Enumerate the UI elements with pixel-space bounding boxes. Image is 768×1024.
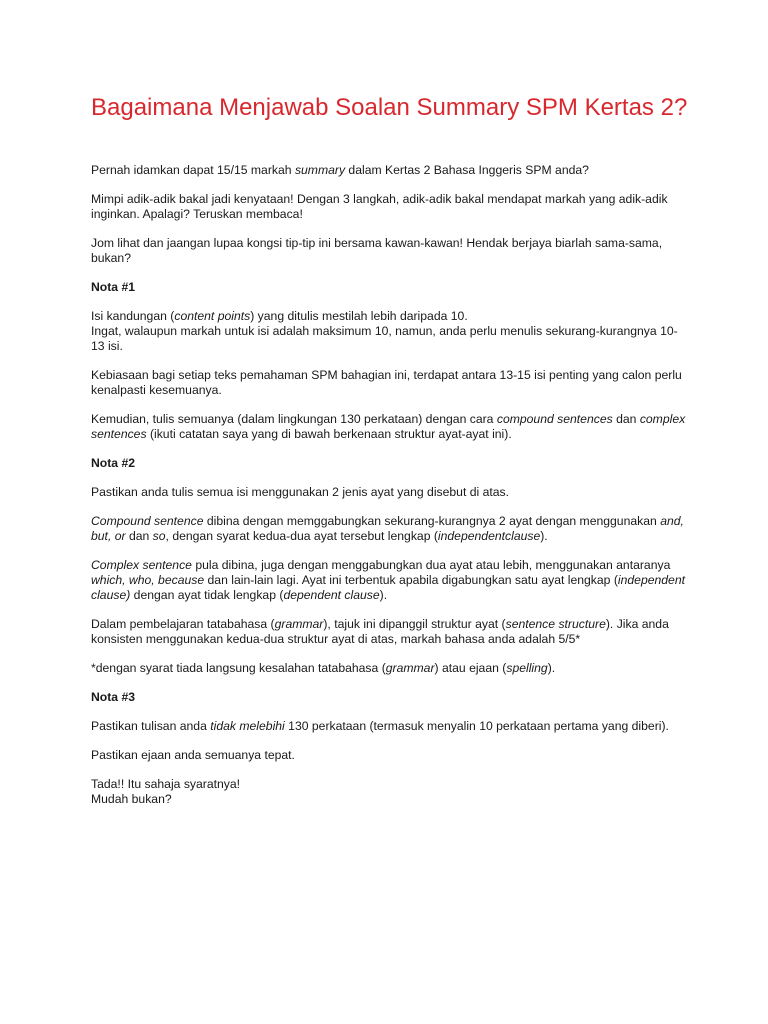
nota-3-heading: Nota #3 (91, 690, 136, 704)
nota-2-paragraph-1: Pastikan anda tulis semua isi menggunakan 2 jenis ayat yang disebut di atas. (91, 485, 510, 499)
nota-2-paragraph-2: Compound sentence dibina dengan memggabungkan sekurang-kurangnya 2 ayat dengan menggunakan and, but, or dan so, dengan syarat kedua-dua ayat tersebut lengkap (independentclause). (91, 514, 684, 543)
page-title: Bagaimana Menjawab Soalan Summary SPM Kertas 2? (91, 94, 688, 121)
intro-paragraph-3: Jom lihat dan jaangan lupaa kongsi tip-tip ini bersama kawan-kawan! Hendak berjaya biarlah sama-sama, bukan? (91, 236, 663, 265)
nota-3-paragraph-3: Tada!! Itu sahaja syaratnya! Mudah bukan? (91, 777, 241, 806)
nota-1-paragraph-3: Kemudian, tulis semuanya (dalam lingkungan 130 perkataan) dengan cara compound sentences dan complex sentences (ikuti catatan saya yang di bawah berkenaan struktur ayat-ayat ini). (91, 412, 686, 441)
nota-2-paragraph-3: Complex sentence pula dibina, juga dengan menggabungkan dua ayat atau lebih, menggunakan antaranya which, who, because dan lain-lain lagi. Ayat ini terbentuk apabila digabungkan satu ayat lengkap (independent clause) dengan ayat tidak lengkap (dependent clause). (91, 558, 686, 602)
nota-3-paragraph-2: Pastikan ejaan anda semuanya tepat. (91, 748, 295, 762)
nota-2-heading: Nota #2 (91, 456, 136, 470)
nota-1-paragraph-1: Isi kandungan (content points) yang ditulis mestilah lebih daripada 10. Ingat, walaupun markah untuk isi adalah maksimum 10, namun, anda perlu menulis sekurang-kurangnya 10-13 isi. (91, 309, 678, 353)
intro-paragraph-2: Mimpi adik-adik bakal jadi kenyataan! Dengan 3 langkah, adik-adik bakal mendapat markah yang adik-adik inginkan. Apalagi? Teruskan membaca! (91, 192, 668, 221)
nota-2-paragraph-5: *dengan syarat tiada langsung kesalahan tatabahasa (grammar) atau ejaan (spelling). (91, 661, 556, 675)
nota-1-heading: Nota #1 (91, 280, 136, 294)
intro-paragraph-1: Pernah idamkan dapat 15/15 markah summary dalam Kertas 2 Bahasa Inggeris SPM anda? (91, 163, 589, 177)
nota-3-paragraph-1: Pastikan tulisan anda tidak melebihi 130 perkataan (termasuk menyalin 10 perkataan pertama yang diberi). (91, 719, 669, 733)
article-body (91, 163, 691, 821)
nota-2-paragraph-4: Dalam pembelajaran tatabahasa (grammar), tajuk ini dipanggil struktur ayat (sentence structure). Jika anda konsisten menggunakan kedua-dua struktur ayat di atas, markah bahasa anda adalah 5/5* (91, 617, 669, 646)
nota-1-paragraph-2: Kebiasaan bagi setiap teks pemahaman SPM bahagian ini, terdapat antara 13-15 isi penting yang calon perlu kenalpasti kesemuanya. (91, 368, 682, 397)
